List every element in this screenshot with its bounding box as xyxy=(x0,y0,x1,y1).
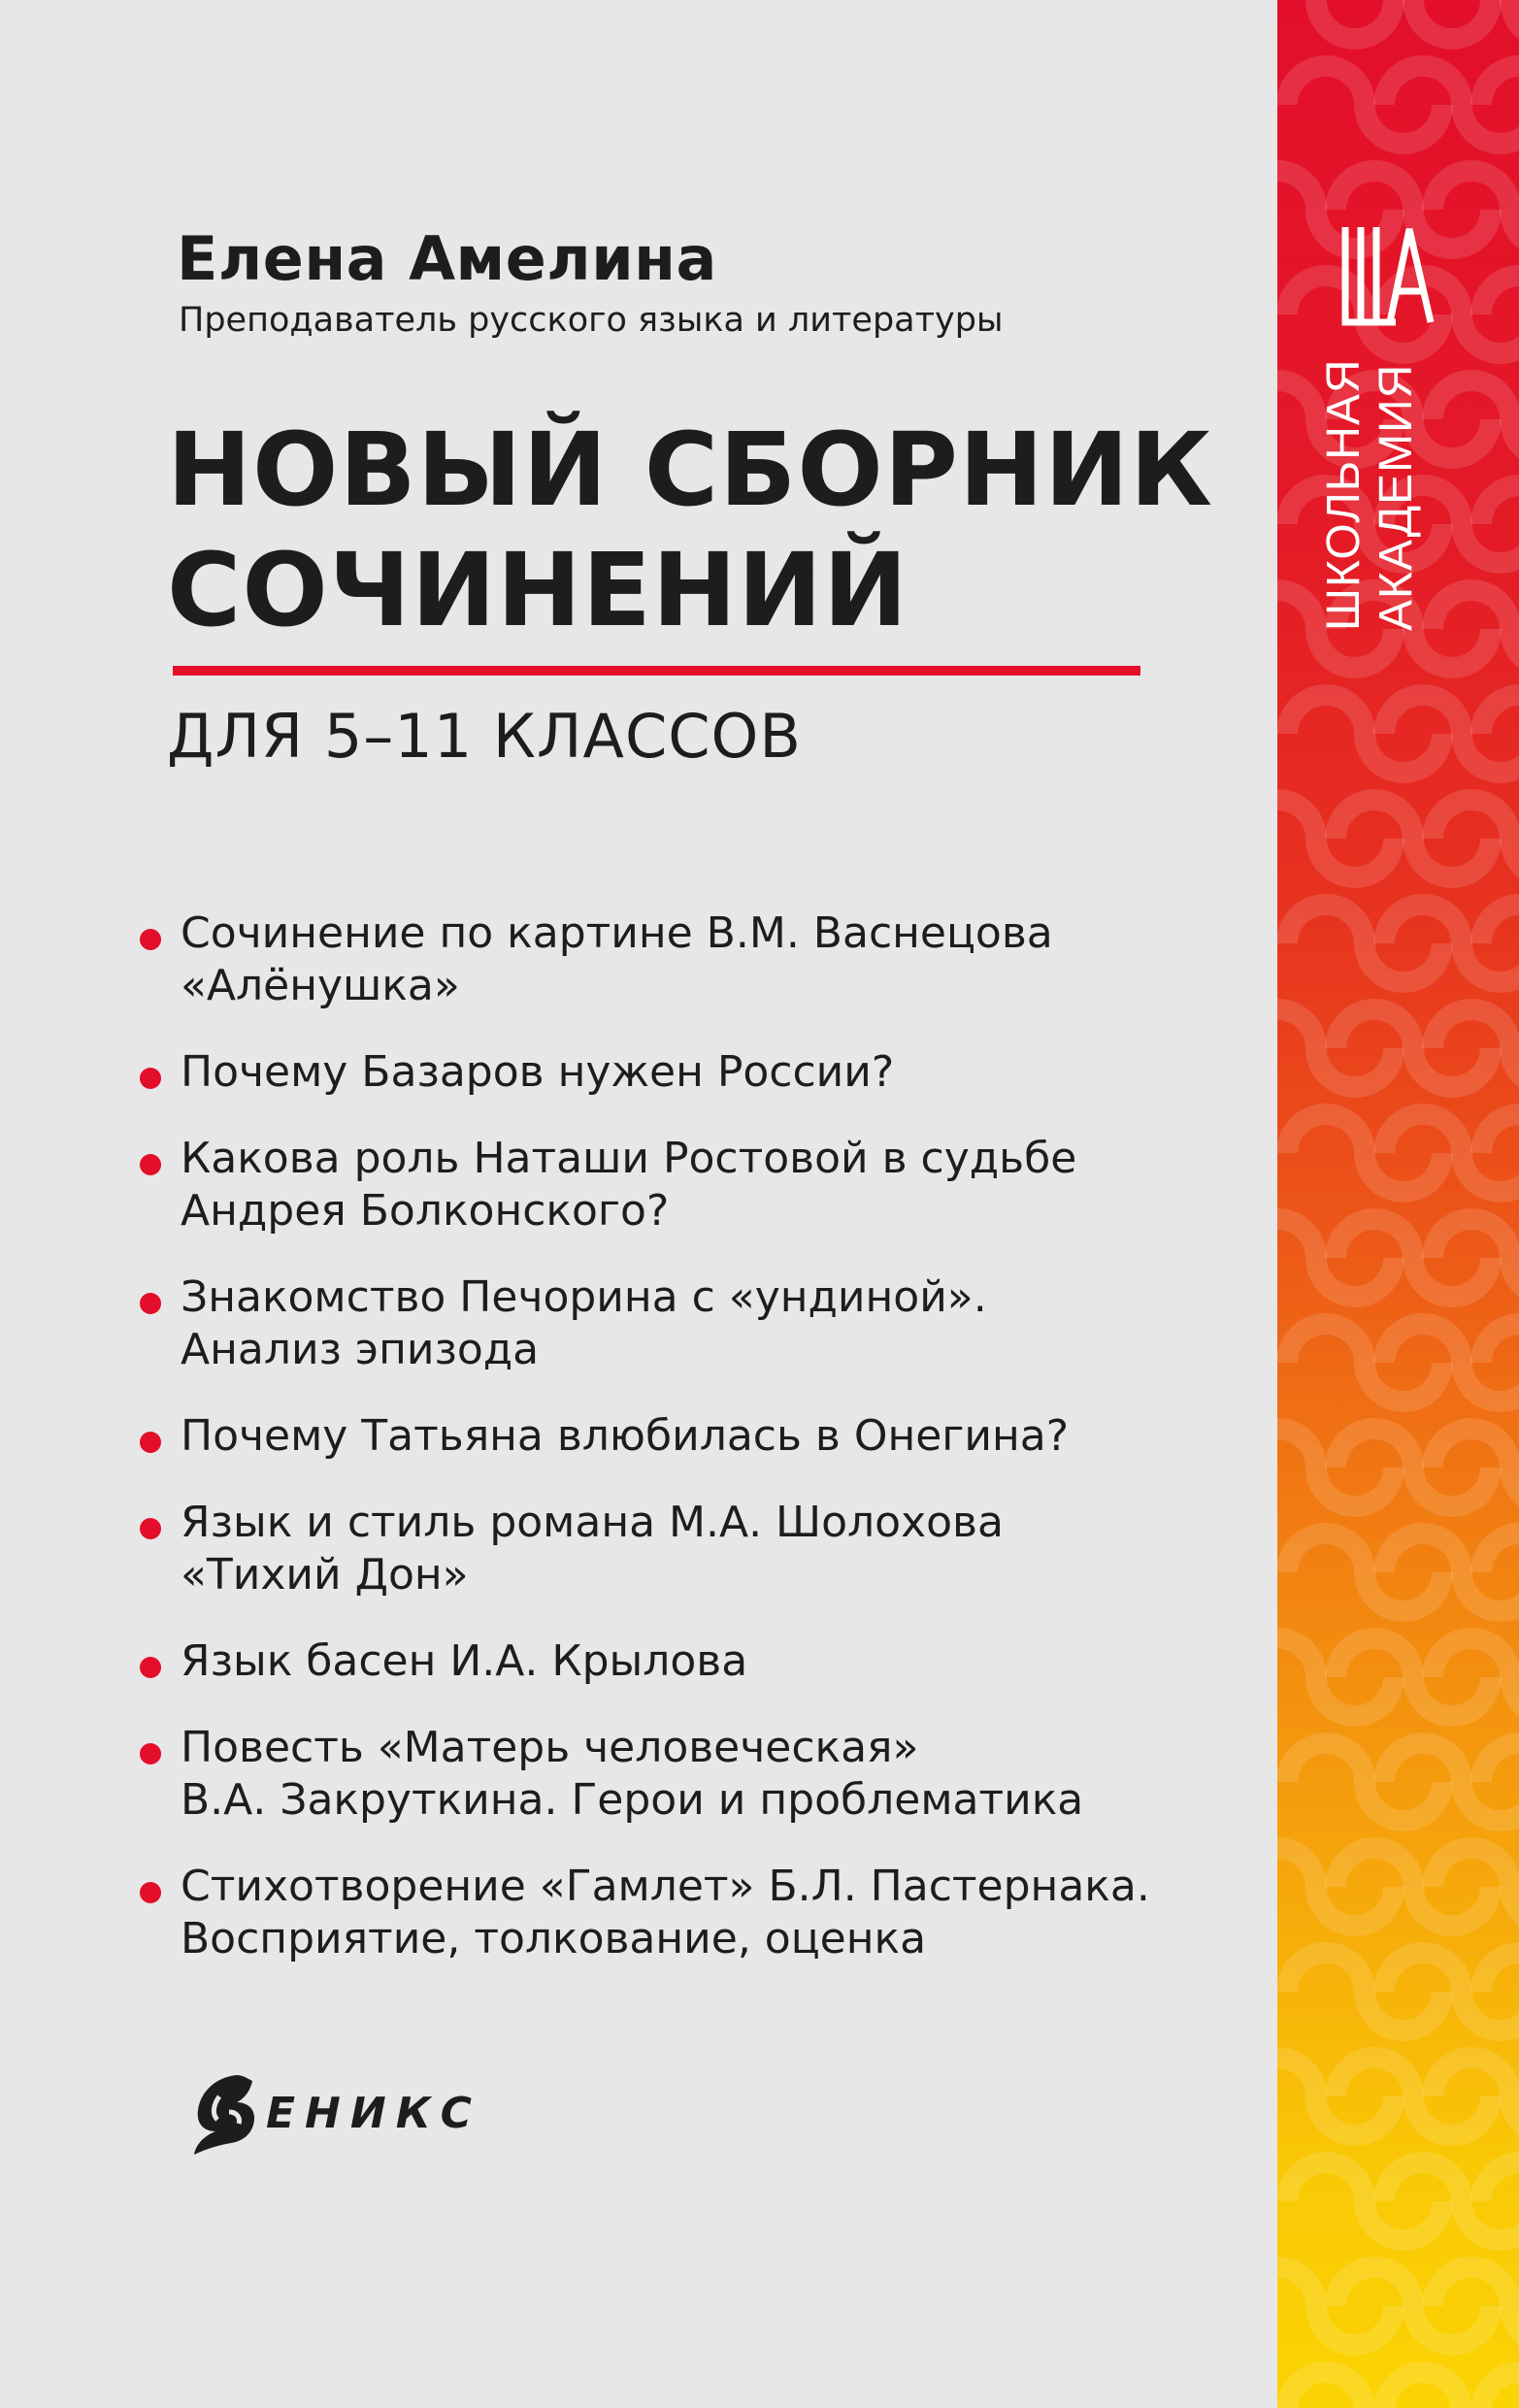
list-item xyxy=(136,1271,1252,1376)
list-item xyxy=(136,1133,1252,1237)
bullet-icon xyxy=(140,1518,161,1539)
topic-line1: Почему Базаров нужен России? xyxy=(181,1047,895,1097)
author-name: Елена Амелина xyxy=(177,223,717,294)
series-logo xyxy=(1318,223,1464,631)
swirl-shape xyxy=(1277,0,1394,39)
topic-line2: «Тихий Дон» xyxy=(181,1550,469,1600)
topic-line2: В.А. Закруткина. Герои и проблематика xyxy=(181,1775,1084,1825)
swirl-shape xyxy=(1336,1848,1491,1926)
swirl-shape xyxy=(1336,2267,1491,2345)
series-strip xyxy=(1277,0,1519,2408)
series-name-line1: ШКОЛЬНАЯ xyxy=(1318,358,1370,631)
topic-line2: «Алёнушка» xyxy=(181,961,460,1010)
book-subtitle: ДЛЯ 5–11 КЛАССОВ xyxy=(167,701,802,772)
topic-line2: Анализ эпизода xyxy=(181,1325,540,1374)
bullet-icon xyxy=(140,1068,161,1089)
topic-line1: Повесть «Матерь человеческая» xyxy=(181,1723,919,1772)
bullet-icon xyxy=(140,1743,161,1765)
swirl-shape xyxy=(1481,2372,1519,2408)
swirl-shape xyxy=(1287,1114,1442,1192)
bullet-icon xyxy=(140,1657,161,1678)
swirl-shape xyxy=(1287,1534,1442,1611)
list-item xyxy=(136,907,1252,1012)
swirl-shape xyxy=(1287,1324,1442,1402)
topic-line1: Сочинение по картине В.М. Васнецова xyxy=(181,908,1053,958)
book-title-line1: НОВЫЙ СБОРНИК xyxy=(167,411,1214,529)
topic-line1: Знакомство Печорина с «ундиной». xyxy=(181,1272,987,1322)
list-item xyxy=(136,1410,1252,1463)
phoenix-logo-icon xyxy=(177,2067,264,2164)
bullet-icon xyxy=(140,1432,161,1453)
topic-line2: Андрея Болконского? xyxy=(181,1186,670,1236)
book-title xyxy=(167,410,1235,650)
swirl-shape xyxy=(1287,1953,1442,2030)
topic-line1: Язык басен И.А. Крылова xyxy=(181,1636,748,1686)
publisher xyxy=(177,2067,507,2164)
title-divider xyxy=(173,666,1140,676)
list-item xyxy=(136,1497,1252,1601)
swirl-shape xyxy=(1336,2058,1491,2135)
bullet-icon xyxy=(140,1154,161,1175)
swirl-shape xyxy=(1287,2162,1442,2240)
series-name xyxy=(1318,223,1423,631)
book-title-line2: СОЧИНЕНИЙ xyxy=(167,531,909,649)
swirl-shape xyxy=(1287,695,1442,773)
swirl-shape xyxy=(1336,1638,1491,1716)
bullet-icon xyxy=(140,1293,161,1314)
topic-line1: Язык и стиль романа М.А. Шолохова xyxy=(181,1498,1004,1547)
series-name-line2: АКАДЕМИЯ xyxy=(1370,363,1422,631)
swirl-shape xyxy=(1287,905,1442,982)
swirl-shape xyxy=(1287,66,1442,144)
topics-list xyxy=(136,907,1252,1999)
publisher-name: ЕНИКС xyxy=(266,2089,481,2138)
list-item xyxy=(136,1861,1252,1965)
list-item xyxy=(136,1635,1252,1688)
topic-line1: Почему Татьяна влюбилась в Онегина? xyxy=(181,1411,1070,1461)
swirl-shape xyxy=(1336,1009,1491,1087)
topic-line2: Восприятие, толкование, оценка xyxy=(181,1914,927,1963)
bullet-icon xyxy=(140,929,161,950)
list-item xyxy=(136,1046,1252,1099)
swirl-shape xyxy=(1336,1429,1491,1506)
swirl-shape xyxy=(1287,1743,1442,1821)
bullet-icon xyxy=(140,1882,161,1903)
author-role: Преподаватель русского языка и литературы xyxy=(179,301,1004,340)
topic-line1: Стихотворение «Гамлет» Б.Л. Пастернака. xyxy=(181,1862,1150,1911)
list-item xyxy=(136,1722,1252,1827)
topic-line1: Какова роль Наташи Ростовой в судьбе xyxy=(181,1134,1077,1183)
swirl-shape xyxy=(1336,1219,1491,1297)
swirl-shape xyxy=(1336,800,1491,877)
